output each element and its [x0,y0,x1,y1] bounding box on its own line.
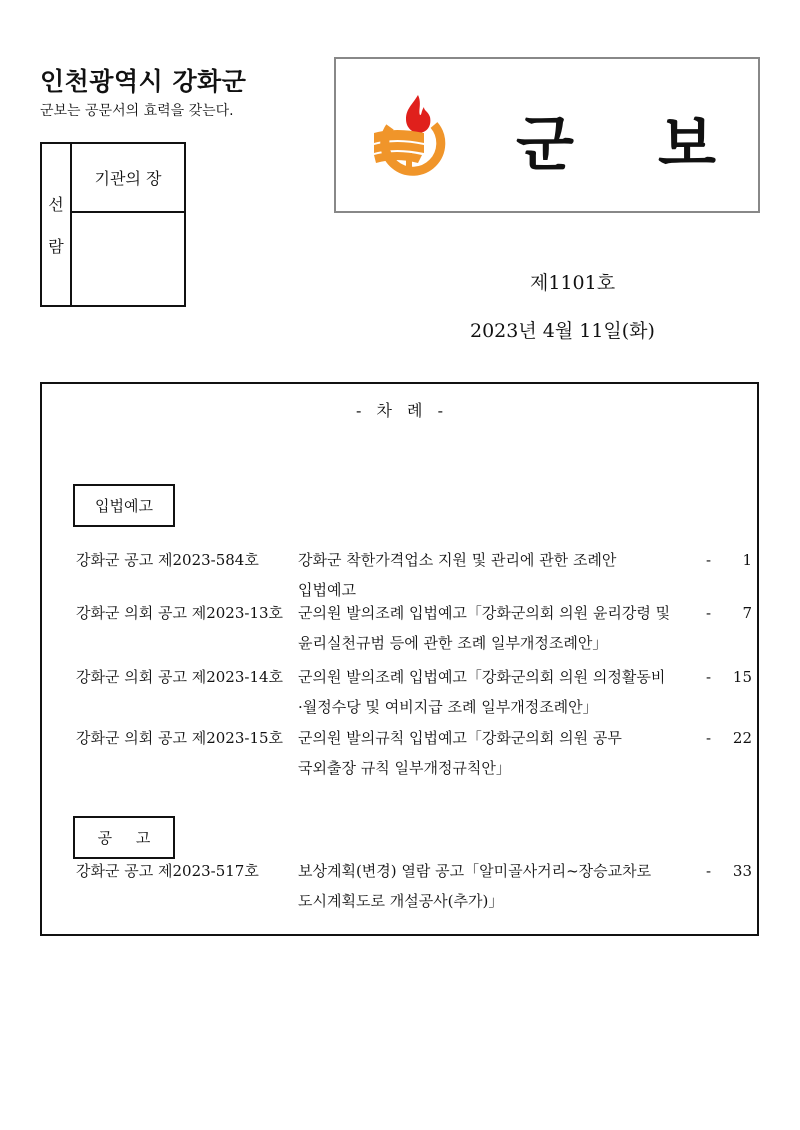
publisher-title: 인천광역시 강화군 [40,67,247,96]
review-side-top: 선 [48,194,64,214]
section-label-legislative-notice: 입법예고 [73,484,175,527]
review-side-bottom: 람 [48,237,64,257]
review-head-label [72,144,184,213]
entry-title: 강화군 착한가격업소 지원 및 관리에 관한 조례안 [298,551,617,569]
banner-text-left: 군 [516,110,574,180]
entry-leader: - [706,604,712,622]
entry-title-continued: 국외출장 규칙 일부개정규칙안」 [298,759,511,777]
entry-notice-number: 강화군 의회 공고 제2023-13호 [76,604,284,622]
entry-notice-number: 강화군 공고 제2023-517호 [76,862,259,880]
toc-entry[interactable] [76,598,752,658]
review-side-label [42,144,72,305]
toc-entry[interactable] [76,856,752,916]
review-head-text: 기관의 장 [94,169,162,188]
entry-leader: - [706,862,712,880]
entry-leader: - [706,668,712,686]
entry-page-number: 1 [742,551,752,569]
entry-title: 군의원 발의규칙 입법예고「강화군의회 의원 공무 [298,729,622,747]
toc-heading: - 차 례 - [356,401,443,420]
entry-page-number: 7 [742,604,752,622]
entry-notice-number: 강화군 의회 공고 제2023-15호 [76,729,284,747]
section-label-public-notice: 공 고 [73,816,175,859]
toc-entry[interactable] [76,545,752,605]
entry-title-continued: 도시계획도로 개설공사(추가)」 [298,892,504,910]
entry-title: 보상계획(변경) 열람 공고「알미골사거리~장승교차로 [298,862,652,880]
issue-date: 2023년 4월 11일(화) [470,320,655,342]
banner-text-right: 보 [658,110,716,180]
entry-notice-number: 강화군 공고 제2023-584호 [76,551,259,569]
entry-page-number: 33 [732,862,752,880]
toc-entry[interactable] [76,723,752,783]
review-box [40,142,186,307]
entry-title-continued: 입법예고 [298,581,356,599]
table-of-contents [40,382,759,936]
entry-title: 군의원 발의조례 입법예고「강화군의회 의원 윤리강령 및 [298,604,671,622]
gangwha-county-emblem-icon [366,87,456,177]
entry-title-continued: 윤리실천규범 등에 관한 조례 일부개정조례안」 [298,634,608,652]
toc-entry[interactable] [76,662,752,722]
gazette-banner [334,57,760,213]
entry-page-number: 15 [732,668,752,686]
entry-notice-number: 강화군 의회 공고 제2023-14호 [76,668,284,686]
entry-title: 군의원 발의조례 입법예고「강화군의회 의원 의정활동비 [298,668,666,686]
entry-page-number: 22 [732,729,752,747]
issue-number: 제1101호 [530,272,616,294]
publisher-subtitle: 군보는 공문서의 효력을 갖는다. [40,103,234,119]
entry-leader: - [706,551,712,569]
entry-title-continued: ·월정수당 및 여비지급 조례 일부개정조례안」 [298,698,598,716]
entry-leader: - [706,729,712,747]
